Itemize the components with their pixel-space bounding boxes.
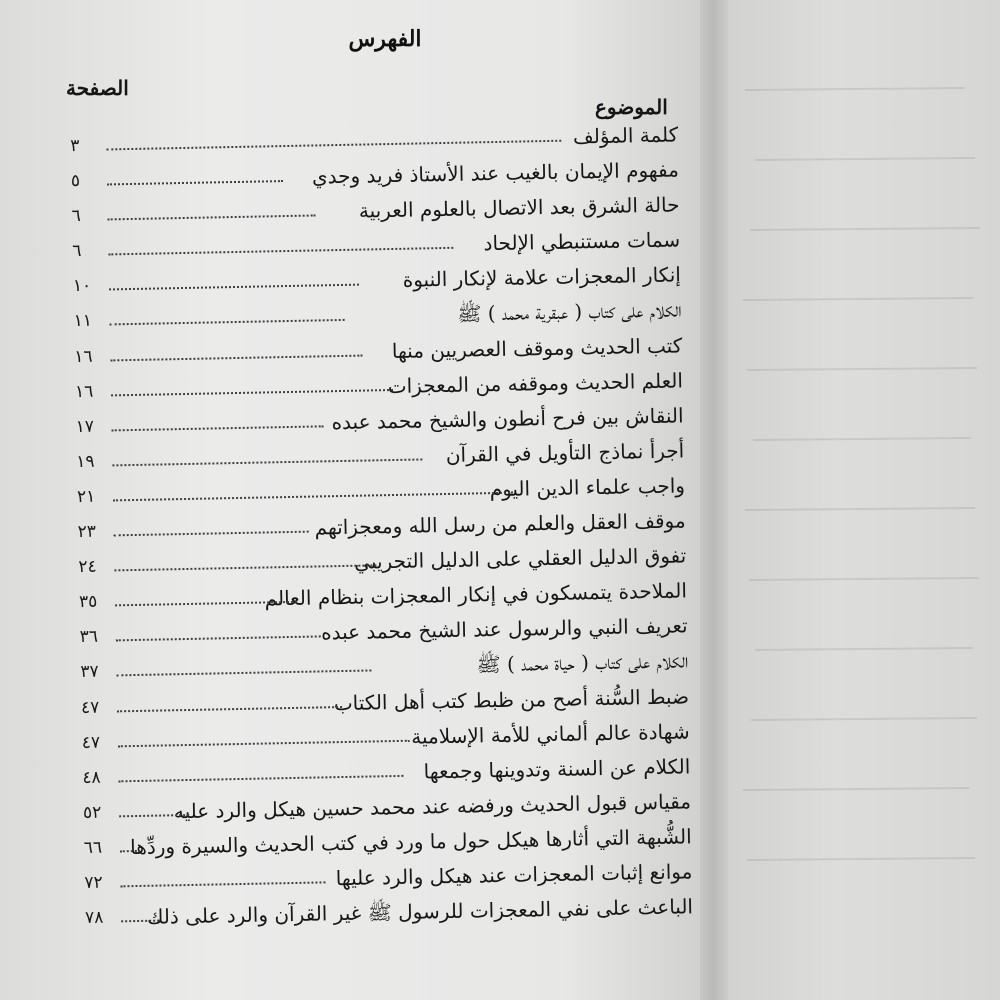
toc-page-number: ١١ (73, 311, 93, 332)
toc-page-number: ٤٨ (82, 767, 101, 788)
toc-page-number: ٣٥ (78, 591, 98, 613)
toc-page-number: ٢٣ (77, 521, 97, 543)
toc-page-number: ٦ (72, 241, 82, 262)
toc-leader-dots (106, 140, 561, 152)
toc-page-number: ٦ (71, 206, 81, 227)
toc-leader-dots (114, 564, 376, 572)
toc-entry-title: الكلام عن السنة وتدوينها وجمعها (423, 754, 691, 784)
toc-leader-dots (113, 492, 513, 503)
toc-entry-title: الشُّبهة التي أثارها هيكل حول ما ورد في كتب الحديث والسيرة وردِّها (129, 824, 692, 860)
toc-leader-dots (114, 531, 309, 538)
toc-entry-title: النقاش بين فرح أنطون والشيخ محمد عبده (331, 403, 684, 434)
page-title: الفهرس (348, 26, 422, 52)
bleed-through-text (735, 40, 985, 940)
toc-entry-title: سمات مستنبطي الإلحاد (483, 227, 681, 256)
toc-page-number: ٧٢ (84, 872, 103, 893)
toc-leader-dots (108, 247, 453, 257)
toc-entry-title: موقف العقل والعلم من رسل الله ومعجزاتهم (314, 508, 686, 540)
toc-page-number: ٥٢ (82, 802, 102, 823)
toc-entry-title: الكلام على كتاب ( عبقرية محمد ) ﷺ (457, 297, 682, 327)
toc-leader-dots (120, 850, 140, 853)
toc-leader-dots (116, 670, 371, 678)
toc-page-number: ٢١ (76, 486, 96, 508)
toc-entry-title: الكلام على كتاب ( حياة محمد ) ﷺ (476, 648, 689, 677)
toc-leader-dots (107, 180, 283, 186)
toc-page-number: ٤٧ (81, 732, 101, 753)
toc-page-number: ٣ (70, 135, 80, 157)
toc-page-number: ١٦ (74, 381, 94, 402)
toc-page-number: ١٠ (72, 276, 92, 297)
toc-page-number: ٥ (70, 171, 81, 192)
toc-entry-title: شهادة عالم ألماني للأمة الإسلامية (410, 718, 690, 749)
toc-leader-dots (117, 706, 342, 713)
toc-entry-title: مفهوم الإيمان بالغيب عند الأستاذ فريد وجدي (311, 157, 680, 189)
toc-entry-title: الملاحدة يتمسكون في إنكار المعجزات بنظام العالم (264, 578, 688, 611)
toc-page-number: ٢٤ (78, 556, 97, 578)
toc-entry-title: واجب علماء الدين اليوم (489, 473, 686, 502)
toc-leader-dots (112, 425, 324, 432)
toc-entry-title: العلم الحديث وموقفه من المعجزات (387, 368, 684, 398)
toc-entry-title: كتب الحديث وموقف العصريين منها (391, 333, 683, 363)
toc-page-number: ٦٦ (83, 837, 103, 858)
toc-page-number: ٧٨ (84, 907, 104, 929)
toc-leader-dots (120, 881, 325, 888)
toc-leader-dots (118, 775, 403, 783)
toc-page-number: ١٦ (74, 346, 93, 367)
toc-entry-title: الباعث على نفي المعجزات للرسول ﷺ غير القرآن والرد على ذلك (146, 894, 694, 929)
toc-leader-dots (111, 389, 393, 397)
toc-leader-dots (110, 354, 362, 362)
toc-leader-dots (108, 215, 316, 222)
toc-entry-title: كلمة المؤلف (572, 122, 679, 149)
toc-leader-dots (118, 739, 410, 748)
toc-entry-title: موانع إثبات المعجزات عند هيكل والرد عليها (335, 859, 693, 891)
topic-column-header: الموضوع (595, 95, 668, 119)
toc-leader-dots (110, 319, 345, 327)
toc-leader-dots (116, 636, 321, 643)
toc-page-number: ١٩ (76, 451, 95, 472)
toc-entry-title: تفوق الدليل العقلي على الدليل التجريبي (354, 543, 687, 574)
toc-page-number: ٣٦ (79, 627, 99, 648)
toc-entry-title: مقياس قبول الحديث ورفضه عند محمد حسين هيكل والرد عليه (173, 789, 692, 824)
toc-entry-title: إنكار المعجزات علامة لإنكار النبوة (402, 262, 682, 293)
toc-entry-title: حالة الشرق بعد الاتصال بالعلوم العربية (358, 192, 680, 223)
toc-entry-title: ضبط السُّنة أصح من ظبط كتب أهل الكتاب (333, 683, 690, 715)
toc-entry-title: أجرأ نماذج التأويل في القرآن (445, 438, 685, 467)
toc-leader-dots (109, 284, 359, 292)
toc-page-number: ٤٧ (80, 697, 100, 718)
book-gutter (700, 0, 730, 1000)
toc-page-number: ٣٧ (80, 662, 99, 683)
toc-leader-dots (112, 458, 422, 467)
page-column-header: الصفحة (66, 76, 129, 100)
table-of-contents (70, 120, 694, 939)
toc-entry-title: تعريف النبي والرسول عند الشيخ محمد عبده (320, 613, 688, 645)
toc-page-number: ١٧ (75, 416, 95, 437)
